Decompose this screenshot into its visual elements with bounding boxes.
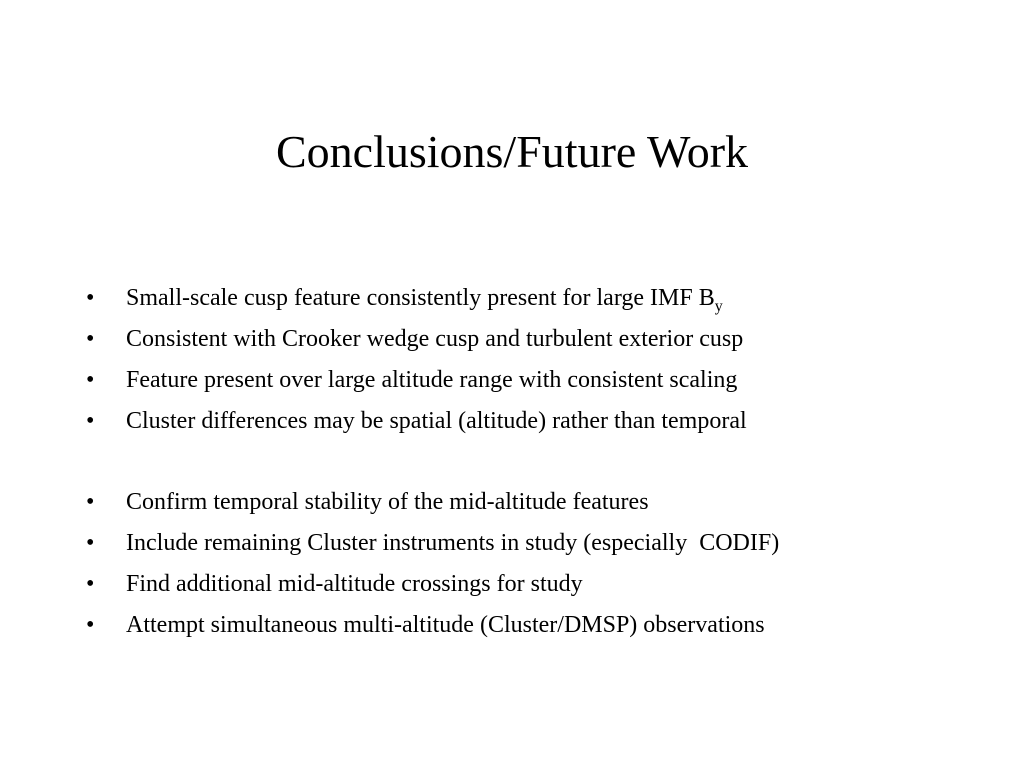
slide-title: Conclusions/Future Work [275, 126, 749, 177]
bullet-icon: • [86, 571, 95, 597]
conclusion-item [86, 405, 779, 446]
bullet-text: Cluster differences may be spatial (altitude) rather than temporal [126, 408, 747, 434]
conclusion-item [86, 364, 779, 405]
future-work-item [86, 568, 779, 609]
bullet-icon: • [86, 326, 95, 352]
bullet-icon: • [86, 285, 95, 311]
subscript-text: y [714, 298, 723, 315]
conclusion-item [86, 323, 779, 364]
bullet-text: Feature present over large altitude range with consistent scaling [126, 367, 738, 393]
conclusion-item [86, 282, 779, 323]
bullet-icon: • [86, 408, 95, 434]
bullet-text: Confirm temporal stability of the mid-altitude features [126, 489, 649, 515]
future-work-item [86, 486, 779, 527]
bullet-list [86, 282, 779, 650]
bullet-text: Small-scale cusp feature consistently present for large IMF B [126, 285, 715, 311]
bullet-text: Find additional mid-altitude crossings for study [126, 571, 583, 597]
future-work-item [86, 527, 779, 568]
future-work-item [86, 609, 779, 650]
bullet-icon: • [86, 530, 95, 556]
bullet-text: Consistent with Crooker wedge cusp and turbulent exterior cusp [126, 326, 744, 352]
bullet-icon: • [86, 367, 95, 393]
bullet-icon: • [86, 489, 95, 515]
bullet-text: Include remaining Cluster instruments in study (especially CODIF) [126, 530, 780, 556]
bullet-text: Attempt simultaneous multi-altitude (Cluster/DMSP) observations [126, 612, 765, 638]
bullet-icon: • [86, 612, 95, 638]
